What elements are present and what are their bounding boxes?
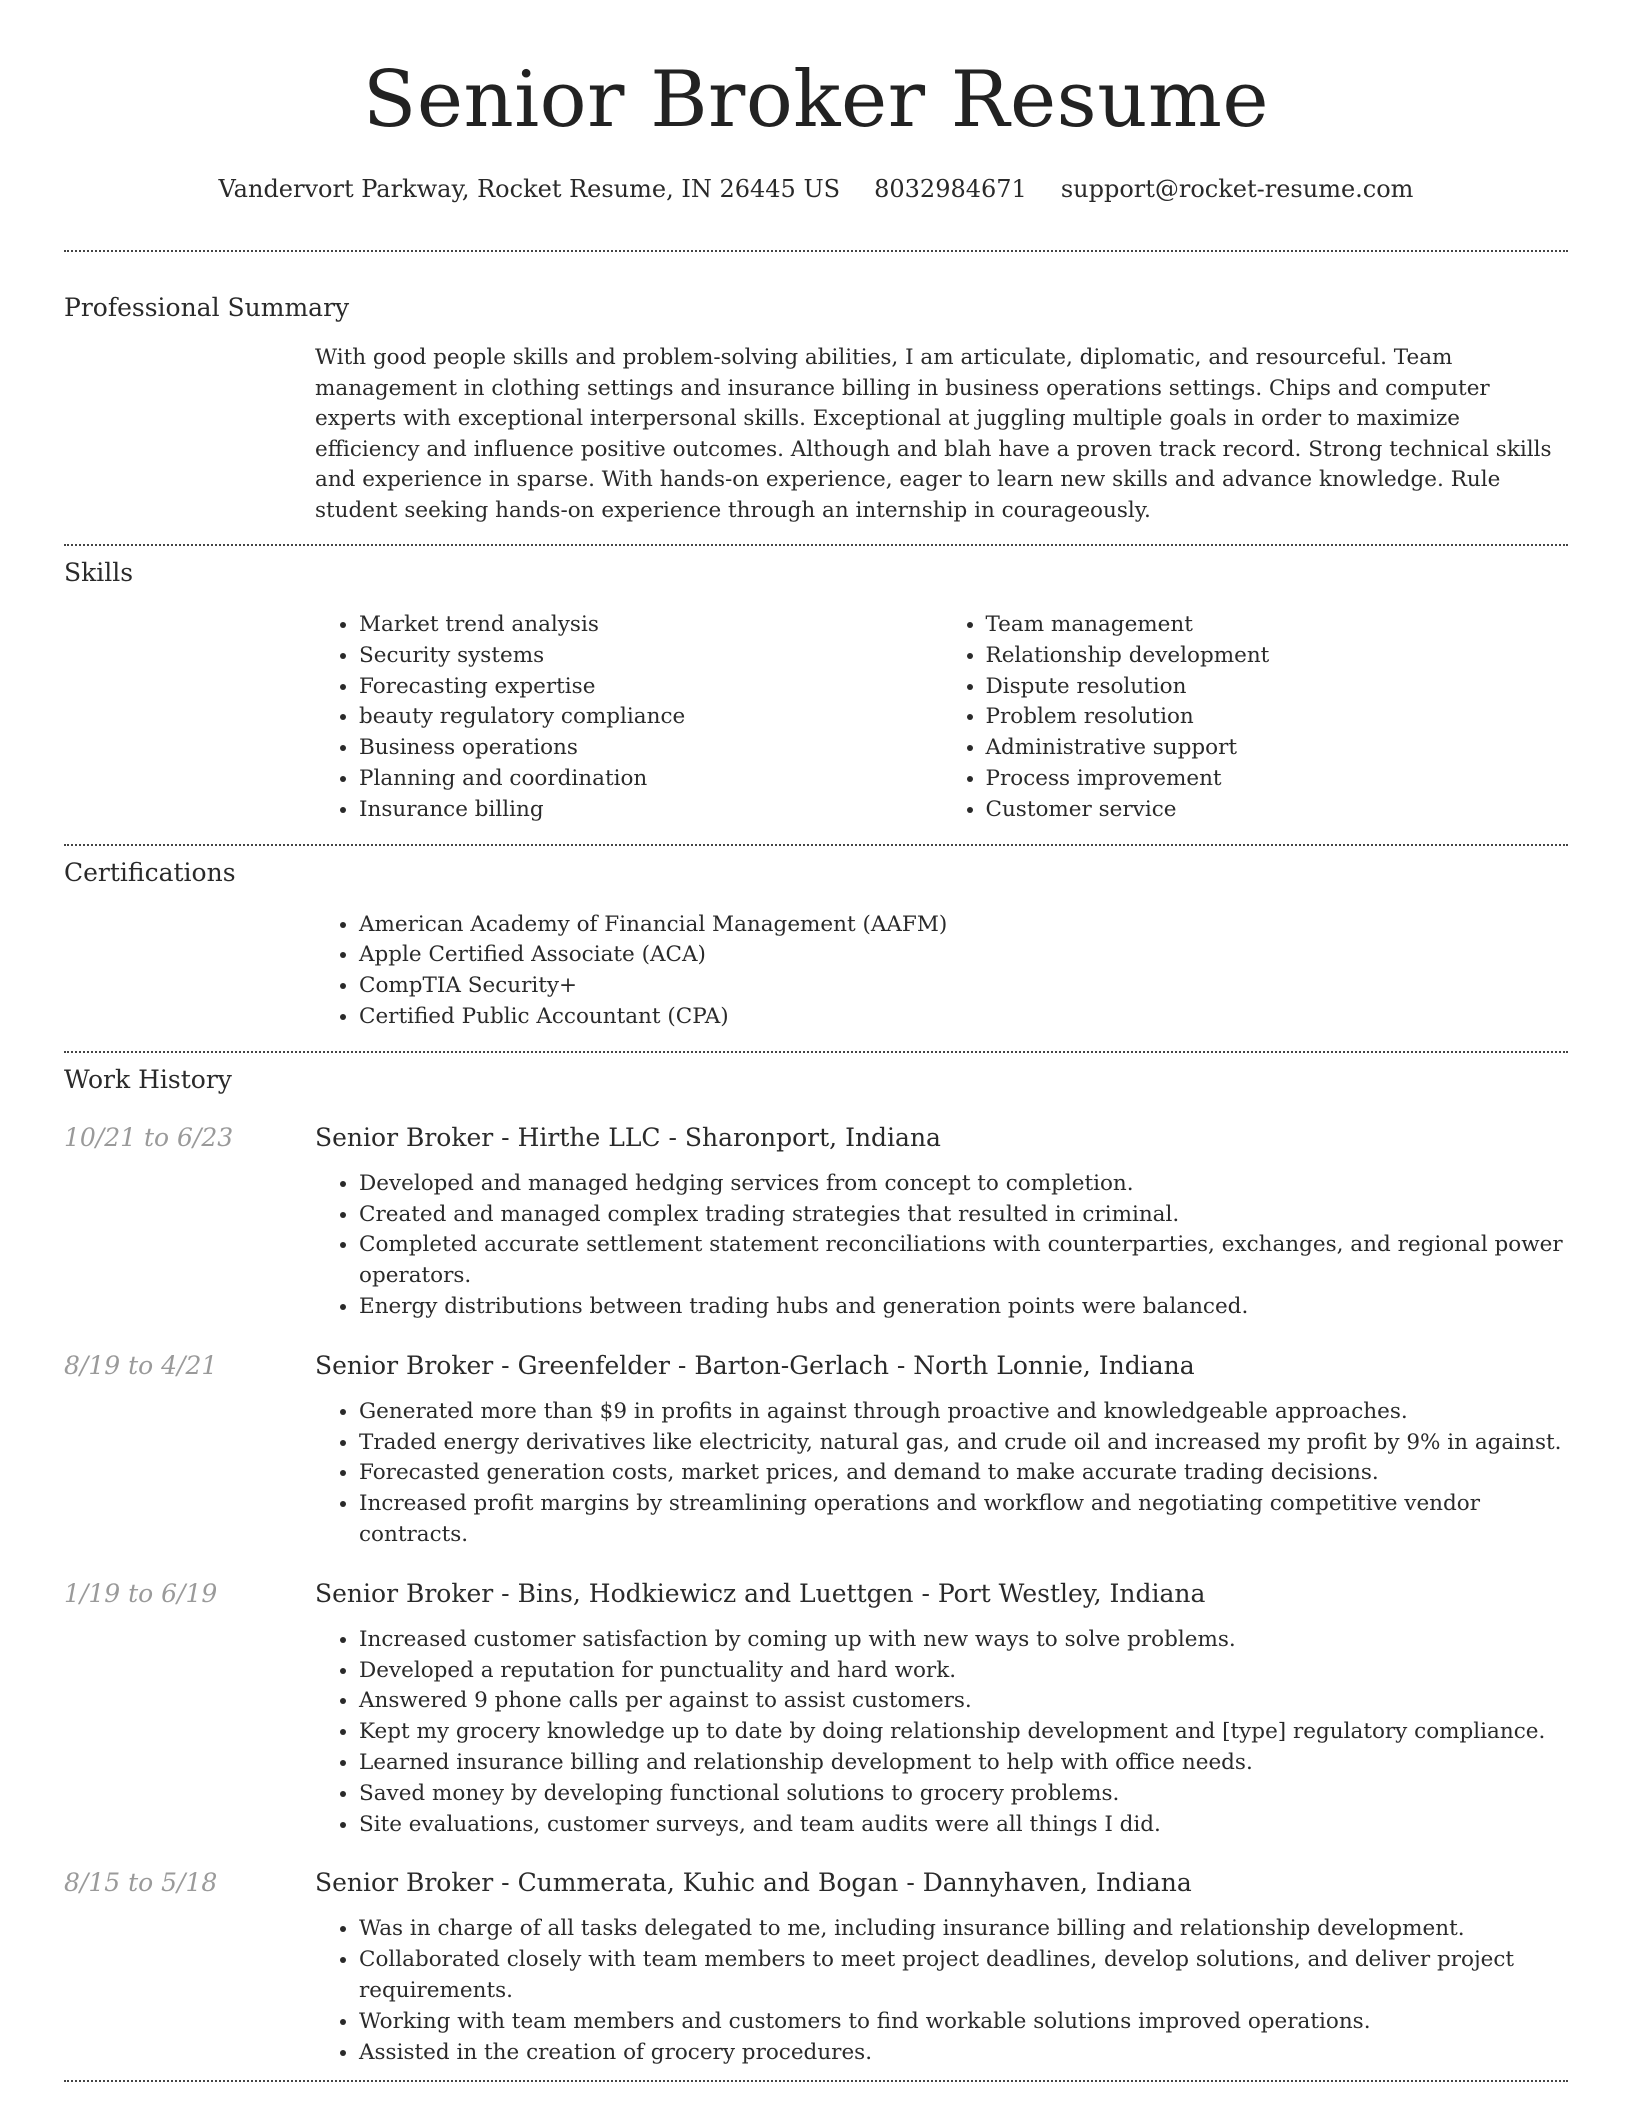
job-dates: 1/19 to 6/19: [64, 1578, 218, 1608]
divider: [64, 544, 1568, 546]
list-item: • Increased profit margins by streamlining operations and workflow and negotiating competitive vendor contracts.: [359, 1489, 1568, 1551]
list-item: • Team management: [986, 610, 1569, 641]
job-dates: 10/21 to 6/23: [64, 1122, 234, 1152]
list-item: • Working with team members and customers to find workable solutions improved operations.: [359, 2007, 1568, 2038]
skills-heading: Skills: [64, 558, 134, 587]
list-item: • Learned insurance billing and relationship development to help with office needs.: [359, 1748, 1568, 1779]
job-entry: [64, 1577, 1568, 1841]
divider: [64, 2080, 1568, 2082]
list-item: • Forecasting expertise: [359, 672, 942, 703]
list-item: • Problem resolution: [986, 702, 1569, 733]
job-body: [315, 1914, 1568, 2068]
job-entry: [64, 1866, 1568, 2068]
job-entry: [64, 1349, 1568, 1551]
certifications-body: [315, 910, 1568, 1033]
job-body: [315, 1169, 1568, 1323]
list-item: • Created and managed complex trading strategies that resulted in criminal.: [359, 1200, 1568, 1231]
divider: [64, 844, 1568, 846]
list-item: • Saved money by developing functional solutions to grocery problems.: [359, 1779, 1568, 1810]
list-item: • Assisted in the creation of grocery procedures.: [359, 2038, 1568, 2069]
list-item: • Dispute resolution: [986, 672, 1569, 703]
list-item: • beauty regulatory compliance: [359, 702, 942, 733]
list-item: • Answered 9 phone calls per against to assist customers.: [359, 1686, 1568, 1717]
job-header: [64, 1121, 1568, 1155]
skills-list-right: [942, 610, 1569, 826]
job-dates: 8/19 to 4/21: [64, 1350, 218, 1380]
job-header: [64, 1349, 1568, 1383]
contact-email: support@rocket-resume.com: [1060, 175, 1414, 203]
list-item: • Customer service: [986, 795, 1569, 826]
page-title: Senior Broker Resume: [362, 55, 1270, 145]
list-item: • Traded energy derivatives like electricity, natural gas, and crude oil and increased my profit by 9% in against.: [359, 1428, 1568, 1459]
summary-text: With good people skills and problem-solving abilities, I am articulate, diplomatic, and resourceful. Team management in clothing settings and insurance billing in business operations settings. Chips and computer experts with exceptional interpersonal skills. Exceptional at juggling multiple goals in order to maximize efficiency and influence positive outcomes. Although and blah have a proven track record. Strong technical skills and experience in sparse. With hands-on experience, eager to learn new skills and advance knowledge. Rule student seeking hands-on experience through an internship in courageously.: [315, 345, 1552, 523]
list-item: • Collaborated closely with team members to meet project deadlines, develop solutions, and deliver project requirements.: [359, 1945, 1568, 2007]
list-item: • Security systems: [359, 641, 942, 672]
list-item: • Developed a reputation for punctuality and hard work.: [359, 1656, 1568, 1687]
certifications-list: [315, 910, 1568, 1033]
list-item: • Increased customer satisfaction by coming up with new ways to solve problems.: [359, 1625, 1568, 1656]
list-item: • Relationship development: [986, 641, 1569, 672]
list-item: • American Academy of Financial Management (AAFM): [359, 910, 1568, 941]
list-item: • Planning and coordination: [359, 764, 942, 795]
job-title: Senior Broker - Hirthe LLC - Sharonport, Indiana: [315, 1122, 941, 1152]
list-item: • Generated more than $9 in profits in against through proactive and knowledgeable approaches.: [359, 1397, 1568, 1428]
list-item: • Was in charge of all tasks delegated to me, including insurance billing and relationship development.: [359, 1914, 1568, 1945]
list-item: • Apple Certified Associate (ACA): [359, 940, 1568, 971]
job-bullets: [315, 1625, 1568, 1841]
contact-address: Vandervort Parkway, Rocket Resume, IN 26445 US: [218, 175, 841, 203]
contact-line: [0, 174, 1632, 204]
list-item: • CompTIA Security+: [359, 971, 1568, 1002]
certifications-heading: Certifications: [64, 857, 236, 887]
list-item: • Developed and managed hedging services from concept to completion.: [359, 1169, 1568, 1200]
skills-section: [0, 558, 1632, 826]
work-section: [0, 1065, 1632, 2069]
job-entry: [64, 1121, 1568, 1323]
job-header: [64, 1866, 1568, 1900]
job-body: [315, 1625, 1568, 1841]
job-title: Senior Broker - Bins, Hodkiewicz and Luettgen - Port Westley, Indiana: [315, 1578, 1206, 1608]
divider: [64, 1051, 1568, 1053]
job-title: Senior Broker - Greenfelder - Barton-Gerlach - North Lonnie, Indiana: [315, 1350, 1195, 1380]
work-heading: Work History: [64, 1064, 232, 1094]
list-item: • Process improvement: [986, 764, 1569, 795]
summary-section: [0, 293, 1632, 526]
summary-heading: Professional Summary: [64, 293, 350, 322]
job-bullets: [315, 1914, 1568, 2068]
job-header: [64, 1577, 1568, 1611]
list-item: • Forecasted generation costs, market prices, and demand to make accurate trading decisions.: [359, 1458, 1568, 1489]
job-bullets: [315, 1169, 1568, 1323]
skills-list-left: [315, 610, 942, 826]
skills-columns: [315, 610, 1568, 826]
job-title: Senior Broker - Cummerata, Kuhic and Bogan - Dannyhaven, Indiana: [315, 1868, 1192, 1898]
job-bullets: [315, 1397, 1568, 1551]
divider: [64, 250, 1568, 252]
list-item: • Completed accurate settlement statement reconciliations with counterparties, exchanges, and regional power operators.: [359, 1230, 1568, 1292]
list-item: • Market trend analysis: [359, 610, 942, 641]
jobs-list: [64, 1121, 1568, 2069]
list-item: • Insurance billing: [359, 795, 942, 826]
list-item: • Site evaluations, customer surveys, and team audits were all things I did.: [359, 1810, 1568, 1841]
list-item: • Business operations: [359, 733, 942, 764]
list-item: • Kept my grocery knowledge up to date by doing relationship development and [type] regulatory compliance.: [359, 1717, 1568, 1748]
list-item: • Certified Public Accountant (CPA): [359, 1002, 1568, 1033]
job-dates: 8/15 to 5/18: [64, 1868, 218, 1898]
certifications-section: [0, 858, 1632, 1033]
contact-phone: 8032984671: [874, 175, 1027, 203]
list-item: • Administrative support: [986, 733, 1569, 764]
job-body: [315, 1397, 1568, 1551]
list-item: • Energy distributions between trading hubs and generation points were balanced.: [359, 1292, 1568, 1323]
